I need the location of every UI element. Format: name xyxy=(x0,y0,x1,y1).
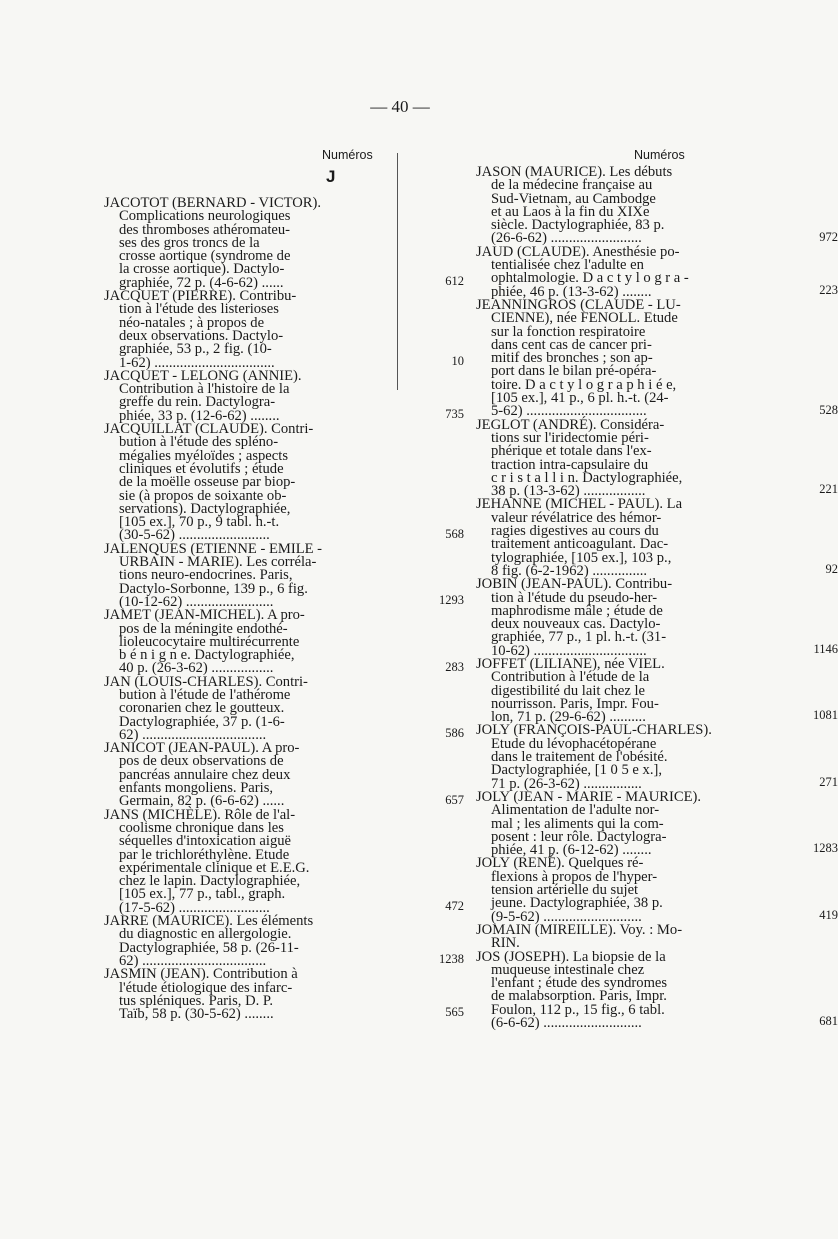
entry-line: [105 ex.], 70 p., 9 tabl. h.-t. xyxy=(119,514,280,531)
entry-line: Contribution à l'histoire de la xyxy=(119,381,290,398)
entry-line: sur la fonction respiratoire xyxy=(491,323,646,340)
entry-line: 71 p. (26-3-62) ................ xyxy=(491,775,642,792)
entry-line: JANICOT (JEAN-PAUL). A pro- xyxy=(104,740,300,757)
entry-line: port dans le bilan pré-opéra- xyxy=(491,363,657,380)
entry-number: 735 xyxy=(445,407,464,422)
entry-number: 223 xyxy=(819,282,838,297)
entry-line: Sud-Vietnam, au Cambodge xyxy=(491,190,656,207)
entry-line: graphiée, 72 p. (4-6-62) ...... xyxy=(119,274,284,291)
index-entry xyxy=(476,416,838,500)
entry-line: (10-12-62) ........................ xyxy=(119,593,274,610)
entry-line: Complications neurologiques xyxy=(119,208,291,225)
index-entry xyxy=(104,540,464,610)
entry-number: 612 xyxy=(445,274,464,289)
entry-line: de la moëlle osseuse par biop- xyxy=(119,474,296,491)
entry-number: 568 xyxy=(445,526,464,541)
right-column xyxy=(476,164,838,1031)
entry-line: JOMAIN (MIREILLE). Voy. : Mo- xyxy=(476,921,683,938)
entry-number: 1081 xyxy=(813,708,838,723)
entry-line: 62) .................................. xyxy=(119,726,267,743)
entry-line: JOLY (FRANÇOIS-PAUL-CHARLES). xyxy=(476,722,712,739)
entry-number: 419 xyxy=(819,907,838,922)
entry-line: JACQUET (PIERRE). Contribu- xyxy=(104,288,297,305)
entry-line: tion à l'étude du pseudo-her- xyxy=(491,589,658,606)
entry-line: [105 ex.], 41 p., 6 pl. h.-t. (24- xyxy=(491,390,669,407)
entry-line: lon, 71 p. (29-6-62) .......... xyxy=(491,709,646,726)
entry-line: chez le lapin. Dactylographiée, xyxy=(119,873,301,890)
entry-line: graphiée, 53 p., 2 fig. (10- xyxy=(119,341,272,358)
entry-line: JEHANNE (MICHEL - PAUL). La xyxy=(476,496,683,513)
entry-line: JASMIN (JEAN). Contribution à xyxy=(104,966,298,983)
entry-line: jeune. Dactylographiée, 38 p. xyxy=(491,895,663,912)
entry-line: des thromboses athéromateu- xyxy=(119,221,291,238)
index-entry xyxy=(476,948,838,1031)
entry-line: flexions à propos de l'hyper- xyxy=(491,868,658,885)
entry-line: JACQUILLAT (CLAUDE). Contri- xyxy=(104,421,314,438)
entry-line: bution à l'étude des spléno- xyxy=(119,434,279,451)
entry-number: 972 xyxy=(819,229,838,244)
entry-line: du diagnostic en allergologie. xyxy=(119,926,292,943)
index-entry xyxy=(476,496,838,579)
entry-line: tion à l'étude des listerioses xyxy=(119,301,279,318)
entry-line: enfants mongoliens. Paris, xyxy=(119,780,274,797)
left-column xyxy=(104,195,464,1023)
index-entry xyxy=(476,243,838,300)
entry-line: nourrisson. Paris, Impr. Fou- xyxy=(491,695,659,712)
entry-line: JAUD (CLAUDE). Anesthésie po- xyxy=(476,243,680,260)
entry-line: 62) .................................. xyxy=(119,952,267,969)
entry-line: 38 p. (13-3-62) ................. xyxy=(491,483,646,500)
entry-number: 472 xyxy=(445,899,464,914)
entry-line: 5-62) ................................. xyxy=(491,403,647,420)
entry-line: 1-62) ................................. xyxy=(119,354,275,371)
entry-line: pancréas annulaire chez deux xyxy=(119,766,291,783)
index-entry xyxy=(476,164,838,247)
entry-number: 586 xyxy=(445,726,464,741)
index-entry xyxy=(104,966,464,1023)
entry-number: 1146 xyxy=(813,641,838,656)
index-entry xyxy=(104,421,464,544)
right-column-header: Numéros xyxy=(634,148,685,162)
entry-line: expérimentale clinique et E.E.G. xyxy=(119,859,310,876)
entry-line: (6-6-62) ........................... xyxy=(491,1015,642,1031)
entry-line: c r i s t a l l i n. Dactylographiée, xyxy=(491,469,683,486)
entry-line: ragies digestives au cours du xyxy=(491,523,659,540)
entry-line: JANS (MICHÈLE). Rôle de l'al- xyxy=(104,806,296,823)
entry-line: par le trichloréthylène. Etude xyxy=(119,846,290,863)
entry-line: JALENQUES (ETIENNE - EMILE - xyxy=(104,540,323,557)
entry-line: pos de la méningite endothé- xyxy=(119,620,288,637)
page-number: — 40 — xyxy=(370,97,430,116)
entry-line: lioleucocytaire multirécurrente xyxy=(119,633,300,650)
index-entry xyxy=(476,788,838,859)
entry-line: l'étude étiologique des infarc- xyxy=(119,979,293,996)
entry-line: valeur révélatrice des hémor- xyxy=(491,509,662,526)
entry-line: de la médecine française au xyxy=(491,177,653,194)
entry-line: JASON (MAURICE). Les débuts xyxy=(476,164,673,180)
entry-line: JOBIN (JEAN-PAUL). Contribu- xyxy=(476,576,673,593)
entry-number: 1293 xyxy=(439,593,464,608)
entry-line: Foulon, 112 p., 15 fig., 6 tabl. xyxy=(491,1001,665,1018)
entry-line: muqueuse intestinale chez xyxy=(491,961,645,978)
entry-line: (17-5-62) ......................... xyxy=(119,899,270,916)
entry-number: 92 xyxy=(825,562,838,577)
entry-line: Etude du lévophacétopérane xyxy=(491,735,657,752)
entry-number: 283 xyxy=(445,659,464,674)
entry-line: JEANNINGROS (CLAUDE - LU- xyxy=(476,296,681,313)
index-entry xyxy=(476,921,768,952)
entry-line: Taïb, 58 p. (30-5-62) ........ xyxy=(119,1006,274,1023)
entry-line: 40 p. (26-3-62) ................. xyxy=(119,660,274,677)
entry-number: 1238 xyxy=(439,952,464,967)
entry-line: 8 fig. (6-2-1962) ............... xyxy=(491,562,648,579)
entry-line: néo-natales ; à propos de xyxy=(119,314,265,331)
entry-line: graphiée, 77 p., 1 pl. h.-t. (31- xyxy=(491,629,667,646)
entry-line: phiée, 46 p. (13-3-62) ........ xyxy=(491,283,652,300)
entry-number: 1283 xyxy=(813,841,838,856)
entry-line: tions neuro-endocrines. Paris, xyxy=(119,567,293,584)
entry-line: bution à l'étude de l'athérome xyxy=(119,686,291,703)
entry-line: phiée, 33 p. (12-6-62) ........ xyxy=(119,407,280,424)
entry-line: maphrodisme mâle ; étude de xyxy=(491,602,663,619)
entry-line: Germain, 82 p. (6-6-62) ...... xyxy=(119,793,285,810)
entry-line: toire. D a c t y l o g r a p h i é e, xyxy=(491,376,677,393)
entry-line: (30-5-62) ......................... xyxy=(119,527,270,544)
index-entry xyxy=(104,913,464,969)
entry-line: mitif des bronches ; son ap- xyxy=(491,350,653,367)
left-column-header: Numéros xyxy=(322,148,373,162)
entry-line: JACQUET - LELONG (ANNIE). xyxy=(104,367,302,384)
entry-line: JAMET (JEAN-MICHEL). A pro- xyxy=(104,607,305,624)
entry-line: greffe du rein. Dactylogra- xyxy=(119,394,276,411)
entry-number: 657 xyxy=(445,792,464,807)
entry-line: Dactylographiée, 58 p. (26-11- xyxy=(119,939,299,956)
entry-line: traitement anticoagulant. Dac- xyxy=(491,536,669,553)
index-entry xyxy=(104,740,464,810)
entry-number: 221 xyxy=(819,482,838,497)
index-entry xyxy=(104,195,464,291)
entry-line: 10-62) ............................... xyxy=(491,642,647,659)
entry-line: siècle. Dactylographiée, 83 p. xyxy=(491,217,665,234)
entry-line: (26-6-62) ......................... xyxy=(491,230,642,247)
entry-line: mal ; les aliments qui la com- xyxy=(491,815,664,832)
entry-line: tentialisée chez l'adulte en xyxy=(491,257,644,274)
index-entry xyxy=(476,655,838,726)
entry-number: 681 xyxy=(819,1014,838,1029)
entry-line: Dactylo-Sorbonne, 139 p., 6 fig. xyxy=(119,580,308,597)
index-entry xyxy=(104,607,464,677)
entry-line: [105 ex.], 77 p., tabl., graph. xyxy=(119,886,286,903)
entry-line: séquelles d'intoxication aiguë xyxy=(119,833,292,850)
entry-line: JOS (JOSEPH). La biopsie de la xyxy=(476,948,666,965)
index-entry xyxy=(104,673,464,743)
entry-line: JARRE (MAURICE). Les éléments xyxy=(104,913,314,930)
entry-line: de malabsorption. Paris, Impr. xyxy=(491,988,667,1005)
entry-line: Dactylographiée, 37 p. (1-6- xyxy=(119,713,285,730)
entry-line: tions sur l'iridectomie péri- xyxy=(491,429,649,446)
entry-line: JEGLOT (ANDRÉ). Considéra- xyxy=(476,416,665,433)
entry-line: Dactylographiée, [1 0 5 e x.], xyxy=(491,762,663,779)
index-entry xyxy=(476,576,838,659)
entry-line: tylographiée, [105 ex.], 103 p., xyxy=(491,549,672,566)
entry-line: tension artérielle du sujet xyxy=(491,882,639,899)
entry-line: JOLY (RENÉ). Quelques ré- xyxy=(476,855,644,872)
entry-line: crosse aortique (syndrome de xyxy=(119,248,291,265)
entry-number: 565 xyxy=(445,1005,464,1020)
entry-line: l'enfant ; étude des syndromes xyxy=(491,975,668,992)
entry-line: posent : leur rôle. Dactylogra- xyxy=(491,828,667,845)
entry-line: URBAIN - MARIE). Les corréla- xyxy=(119,554,317,571)
index-entry xyxy=(476,722,838,792)
entry-line: b é n i g n e. Dactylographiée, xyxy=(119,647,295,664)
entry-line: sie (à propos de soixante ob- xyxy=(119,487,287,504)
entry-number: 10 xyxy=(451,353,464,368)
entry-line: phiée, 41 p. (6-12-62) ........ xyxy=(491,842,652,859)
entry-line: JOLY (JEAN - MARIE - MAURICE). xyxy=(476,788,701,805)
entry-line: digestibilité du lait chez le xyxy=(491,682,645,699)
entry-line: JAN (LOUIS-CHARLES). Contri- xyxy=(104,673,308,690)
entry-line: (9-5-62) ........................... xyxy=(491,908,642,925)
entry-line: et au Laos à la fin du XIXe xyxy=(491,203,650,220)
entry-line: deux observations. Dactylo- xyxy=(119,327,284,344)
index-entry xyxy=(104,288,464,371)
entry-line: pos de deux observations de xyxy=(119,753,284,770)
entry-line: traction intra-capsulaire du xyxy=(491,456,649,473)
entry-line: dans cent cas de cancer pri- xyxy=(491,336,652,353)
entry-line: coolisme chronique dans les xyxy=(119,819,284,836)
entry-line: dans le traitement de l'obésité. xyxy=(491,749,668,766)
entry-line: la crosse aortique). Dactylo- xyxy=(119,261,285,278)
entry-line: JACOTOT (BERNARD - VICTOR). xyxy=(104,195,322,211)
index-entry xyxy=(104,367,464,424)
entry-line: RIN. xyxy=(491,935,520,952)
entry-line: mégalies myéloïdes ; aspects xyxy=(119,447,288,464)
entry-line: servations). Dactylographiée, xyxy=(119,500,291,517)
entry-line: cliniques et évolutifs ; étude xyxy=(119,460,284,477)
entry-line: deux nouveaux cas. Dactylo- xyxy=(491,616,661,633)
entry-line: phérique et totale dans l'ex- xyxy=(491,443,652,460)
entry-line: Contribution à l'étude de la xyxy=(491,669,650,686)
entry-line: JOFFET (LILIANE), née VIEL. xyxy=(476,655,665,672)
index-entry xyxy=(476,296,838,420)
entry-line: ses des gros troncs de la xyxy=(119,234,260,251)
entry-line: ophtalmologie. D a c t y l o g r a - xyxy=(491,270,689,287)
index-entry xyxy=(104,806,464,916)
index-entry xyxy=(476,855,838,925)
entry-line: CIENNE), née FENOLL. Etude xyxy=(491,310,678,327)
entry-number: 528 xyxy=(819,402,838,417)
entry-number: 271 xyxy=(819,774,838,789)
column-divider xyxy=(397,153,398,390)
entry-line: Alimentation de l'adulte nor- xyxy=(491,802,660,819)
section-letter: J xyxy=(326,167,336,186)
entry-line: coronarien chez le goutteux. xyxy=(119,700,285,717)
entry-line: tus spléniques. Paris, D. P. xyxy=(119,992,274,1009)
